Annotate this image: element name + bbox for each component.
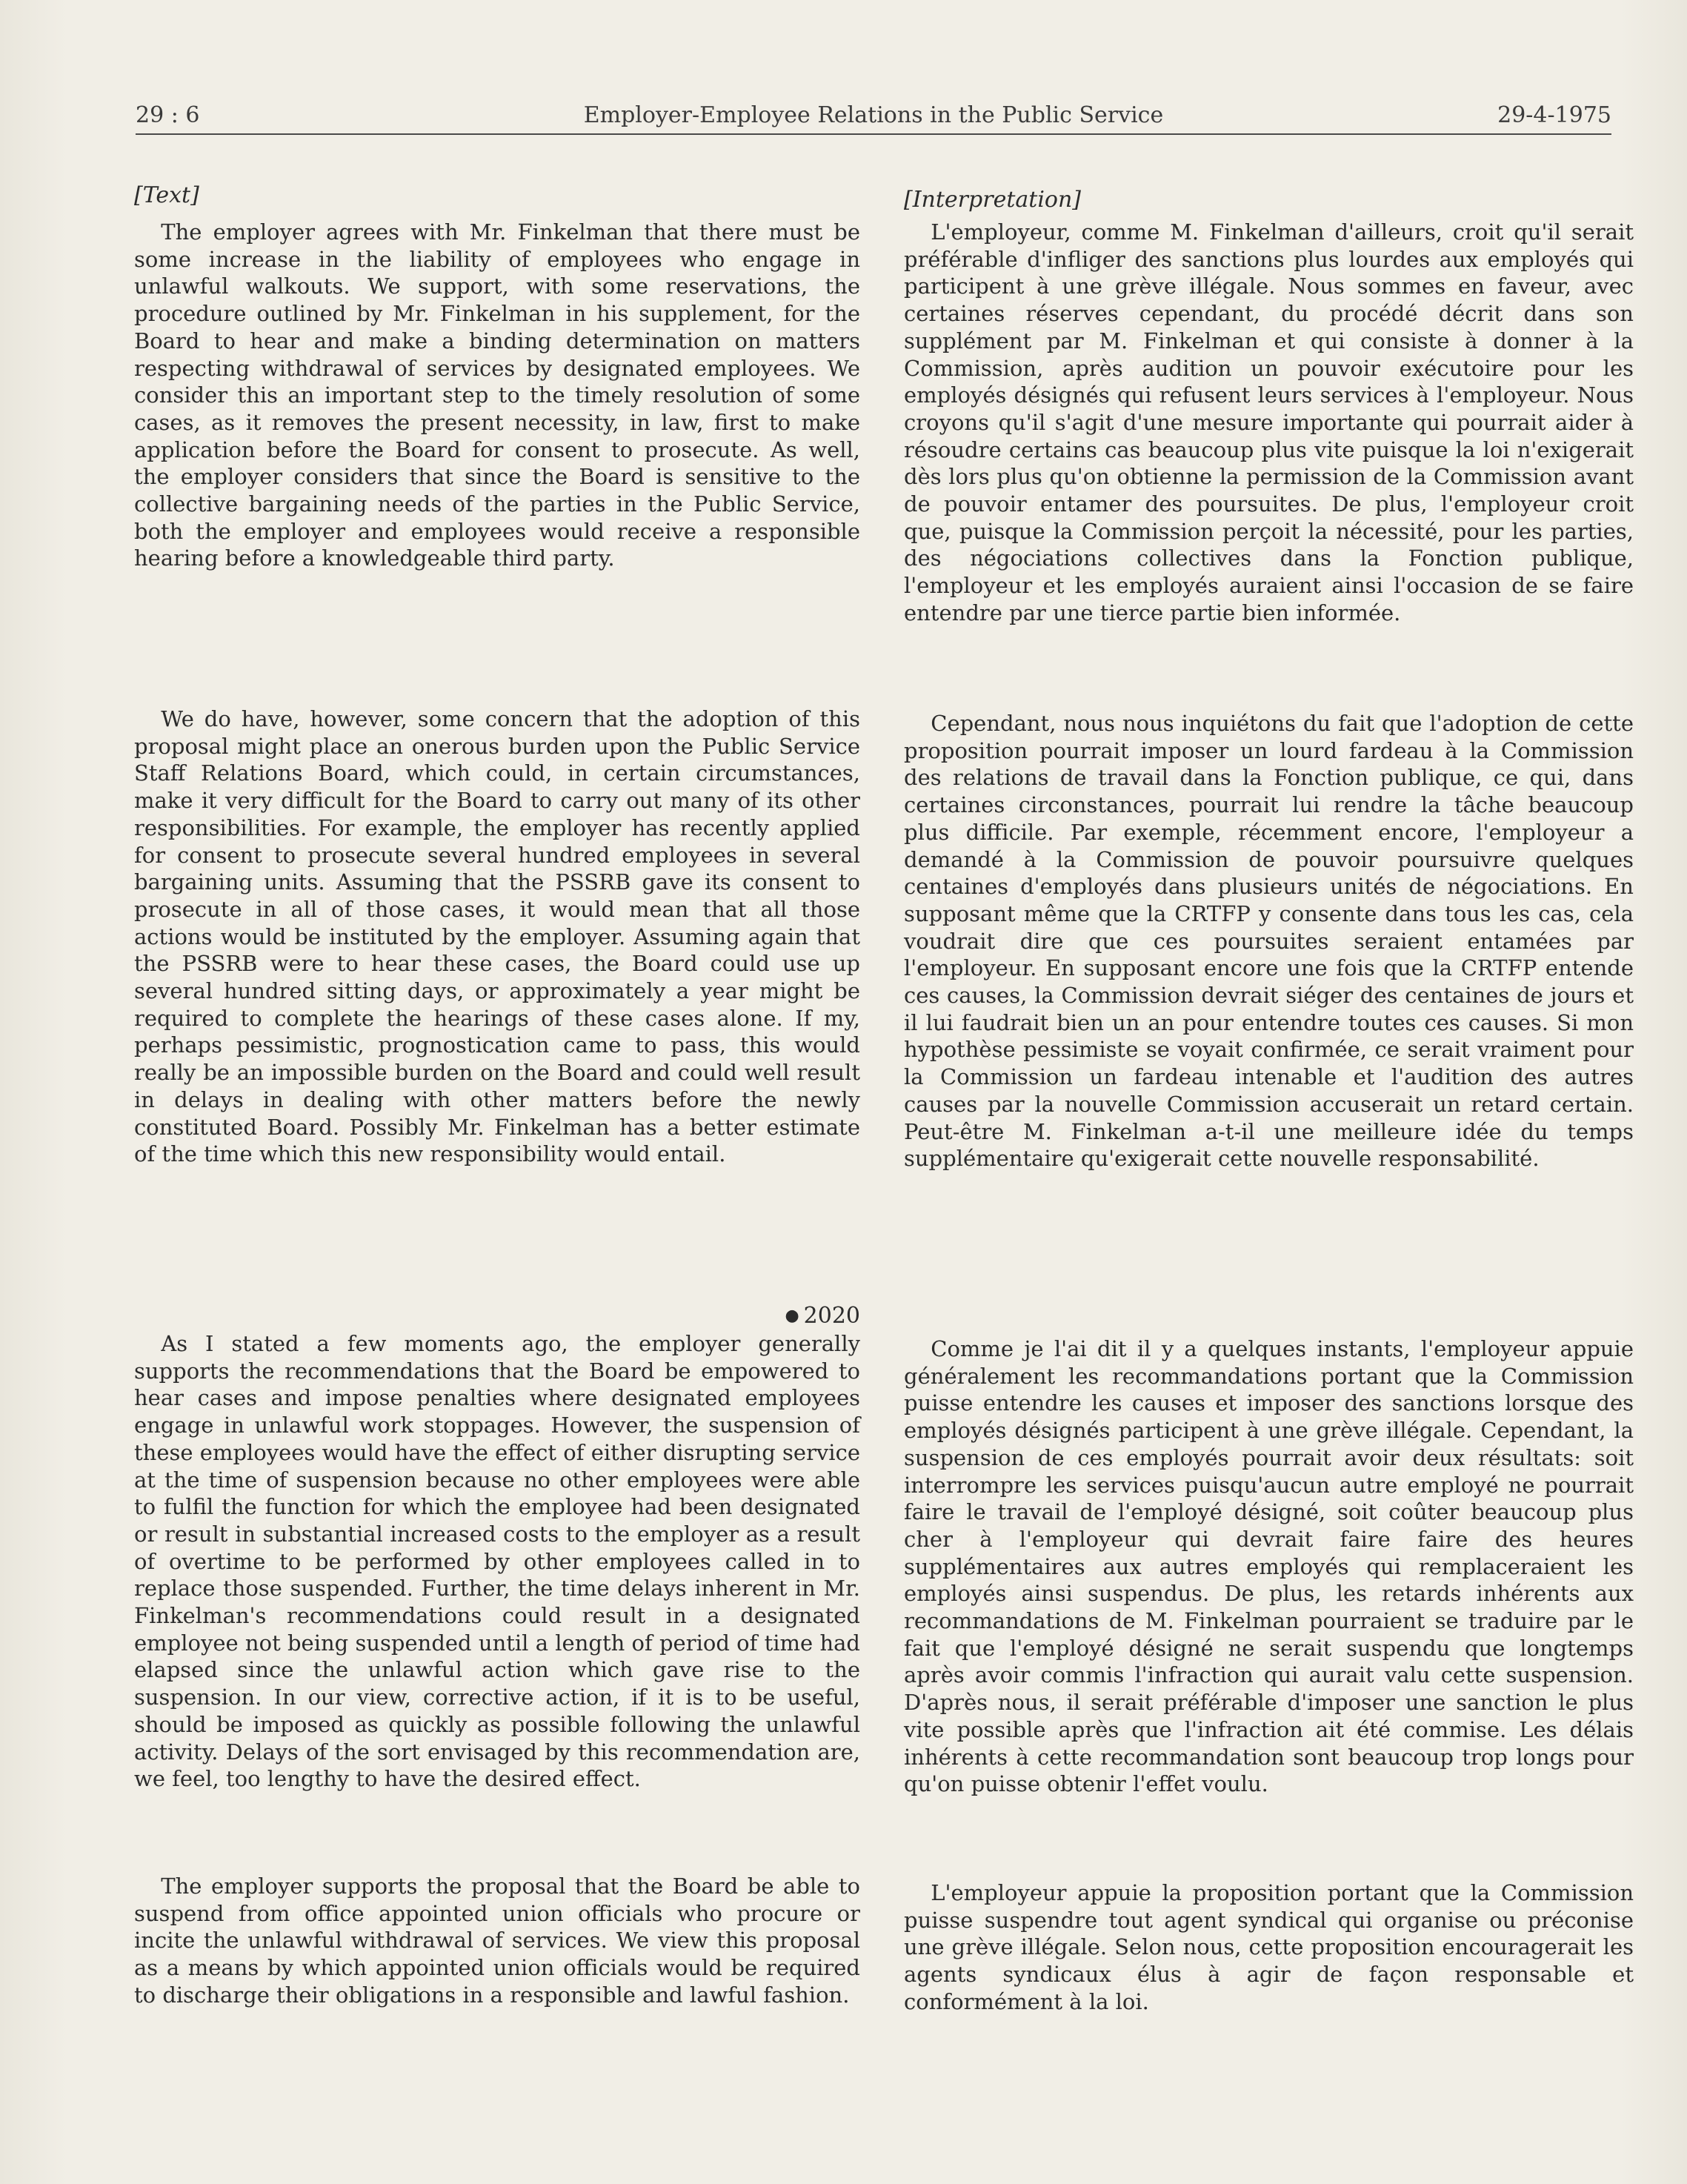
english-paragraph-4: The employer supports the proposal that the Board be able to suspend from office appointed union officials who procure or incite the unlawful withdrawal of services. We view this proposal as a means by which appointed union officials would be required to discharge their obligations in a responsible and lawful fashion. xyxy=(134,1873,860,2008)
speech-marker xyxy=(712,1303,860,1330)
running-title: Employer-Employee Relations in the Public Service xyxy=(583,102,1164,128)
page-header xyxy=(136,102,1611,136)
french-paragraph-4: L'employeur appuie la proposition portant que la Commission puisse suspendre tout agent syndical qui organise ou préconise une grève illégale. Selon nous, cette proposition encouragerait les agents syndicaux élus à agir de façon responsable et conformément à la loi. xyxy=(904,1880,1634,2014)
marker-time: 2020 xyxy=(803,1303,860,1329)
interpretation-label: [Interpretation] xyxy=(904,187,1082,213)
french-paragraph-3: Comme je l'ai dit il y a quelques instants, l'employeur appuie généralement les recommandations portant que la Commission puisse entendre les causes et imposer des sanctions lorsque des employés désignés participent à une grève illégale. Cependant, la suspension de ces employés pourrait avoir deux résultats: soit interrompre les services puisqu'aucun autre employé ne pourrait faire le travail de l'employé désigné, soit coûter beaucoup plus cher à l'employeur qui devrait faire faire des heures supplémentaires aux autres employés qui remplaceraient les employés ainsi suspendus. De plus, les retards inhérents aux recommandations de M. Finkelman pourraient se traduire par le fait que l'employé désigné ne serait suspendu que longtemps après avoir commis l'infraction qui aurait valu cette suspension. D'après nous, il serait préférable d'imposer une sanction le plus vite possible après que l'infraction ait été commise. Les délais inhérents à cette recommandation sont beaucoup trop longs pour qu'on puisse obtenir l'effet voulu. xyxy=(904,1336,1634,1797)
english-paragraph-3: As I stated a few moments ago, the employer generally supports the recommendations that the Board be empowered to hear cases and impose penalties where designated employees engage in unlawful work stoppages. However, the suspension of these employees would have the effect of either disrupting service at the time of suspension because no other employees were able to fulfil the function for which the employee had been designated or result in substantial increased costs to the employer as a result of overtime to be performed by other employees called in to replace those suspended. Further, the time delays inherent in Mr. Finkelman's recommendations could result in a designated employee not being suspended until a length of period of time had elapsed since the unlawful action which gave rise to the suspension. In our view, corrective action, if it is to be useful, should be imposed as quickly as possible following the unlawful activity. Delays of the sort envisaged by this recommendation are, we feel, too lengthy to have the desired effect. xyxy=(134,1331,860,1792)
page-number: 29 : 6 xyxy=(136,102,200,128)
text-label: [Text] xyxy=(134,182,199,208)
header-rule xyxy=(136,133,1611,135)
header-date: 29-4-1975 xyxy=(1497,102,1611,128)
english-paragraph-1: The employer agrees with Mr. Finkelman that there must be some increase in the liability of employees who engage in unlawful walkouts. We support, with some reservations, the procedure outlined by Mr. Finkelman in his supplement, for the Board to hear and make a binding determination on matters respecting withdrawal of services by designated employees. We consider this an important step to the timely resolution of some cases, as it removes the present necessity, in law, first to make application before the Board for consent to prosecute. As well, the employer considers that since the Board is sensitive to the collective bargaining needs of the parties in the Public Service, both the employer and employees would receive a responsible hearing before a knowledgeable third party. xyxy=(134,219,860,571)
french-paragraph-2: Cependant, nous nous inquiétons du fait que l'adoption de cette proposition pourrait imposer un lourd fardeau à la Commission des relations de travail dans la Fonction publique, ce qui, dans certaines circonstances, pourrait lui rendre la tâche beaucoup plus difficile. Par exemple, récemment encore, l'employeur a demandé à la Commission de pouvoir poursuivre quelques centaines d'employés dans plusieurs unités de négociations. En supposant même que la CRTFP y consente dans tous les cas, cela voudrait dire que ces poursuites seraient entamées par l'employeur. En supposant encore une fois que la CRTFP entende ces causes, la Commission devrait siéger des centaines de jours et il lui faudrait bien un an pour entendre toutes ces causes. Si mon hypothèse pessimiste se voyait confirmée, ce serait vraiment pour la Commission un fardeau intenable et l'audition des autres causes par la nouvelle Commission accuserait un retard certain. Peut-être M. Finkelman a-t-il une meilleure idée du temps supplémentaire qu'exigerait cette nouvelle responsabilité. xyxy=(904,711,1634,1172)
french-paragraph-1: L'employeur, comme M. Finkelman d'ailleurs, croit qu'il serait préférable d'infliger des sanctions plus lourdes aux employés qui participent à une grève illégale. Nous sommes en faveur, avec certaines réserves cependant, du procédé décrit dans son supplément par M. Finkelman et qui consiste à donner à la Commission, après audition un pouvoir exécutoire pour les employés désignés qui refusent leurs services à l'employeur. Nous croyons qu'il s'agit d'une mesure importante qui pourrait aider à résoudre certains cas beaucoup plus vite puisque la loi n'exigerait dès lors plus qu'on obtienne la permission de la Commission avant de pouvoir entamer des poursuites. De plus, l'employeur croit que, puisque la Commission perçoit la nécessité, pour les parties, des négociations collectives dans la Fonction publique, l'employeur et les employés auraient ainsi l'occasion de se faire entendre par une tierce partie bien informée. xyxy=(904,219,1634,625)
bullet-icon: ● xyxy=(785,1307,799,1325)
english-paragraph-2: We do have, however, some concern that the adoption of this proposal might place an onerous burden upon the Public Service Staff Relations Board, which could, in certain circumstances, make it very difficult for the Board to carry out many of its other responsibilities. For example, the employer has recently applied for consent to prosecute several hundred employees in several bargaining units. Assuming that the PSSRB gave its consent to prosecute in all of those cases, it would mean that all those actions would be instituted by the employer. Assuming again that the PSSRB were to hear these cases, the Board could use up several hundred sitting days, or approximately a year might be required to complete the hearings of these cases alone. If my, perhaps pessimistic, prognostication came to pass, this would really be an impossible burden on the Board and could well result in delays in dealing with other matters before the newly constituted Board. Possibly Mr. Finkelman has a better estimate of the time which this new responsibility would entail. xyxy=(134,706,860,1167)
